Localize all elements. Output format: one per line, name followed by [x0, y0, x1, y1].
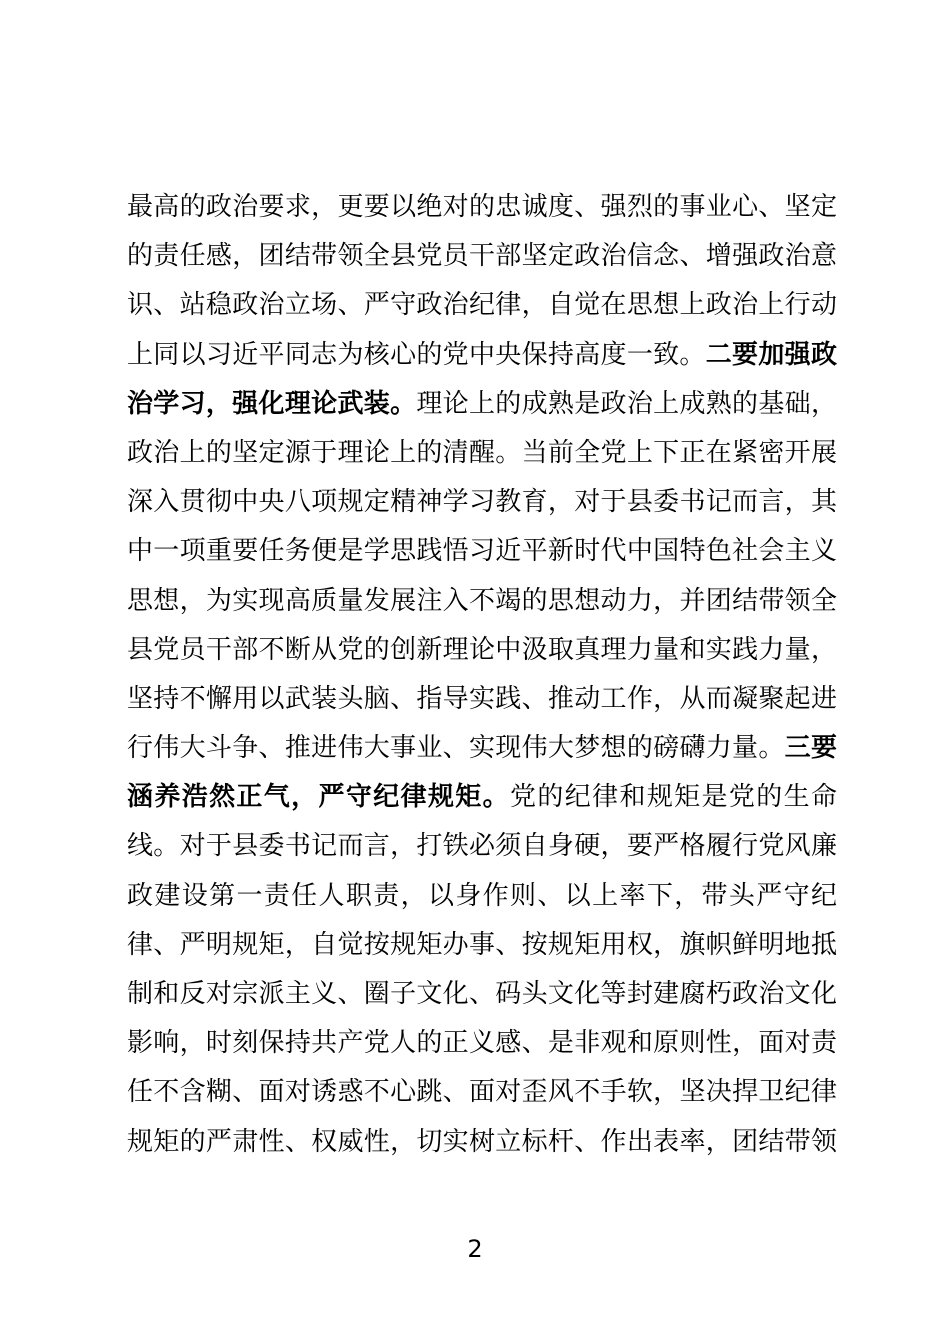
bold-heading-segment: 涵养浩然正气，严守纪律规矩。: [127, 782, 511, 813]
text-line: [127, 1068, 837, 1117]
text-segment: 思想，为实现高质量发展注入不竭的思想动力，并团结带领全: [127, 585, 837, 616]
text-segment: 识、站稳政治立场、严守政治纪律，自觉在思想上政治上行动: [127, 290, 837, 321]
text-segment: 党的纪律和规矩是党的生命: [510, 782, 837, 813]
text-line: [127, 1019, 837, 1068]
bold-heading-segment: 三要: [784, 733, 837, 764]
text-segment: 县党员干部不断从党的创新理论中汲取真理力量和实践力量，: [127, 634, 837, 665]
text-segment: 坚持不懈用以武装头脑、指导实践、推动工作，从而凝聚起进: [127, 683, 837, 714]
text-segment: 中一项重要任务便是学思践悟习近平新时代中国特色社会主义: [127, 536, 837, 567]
text-line: [127, 773, 837, 822]
text-line: [127, 872, 837, 921]
text-segment: 规矩的严肃性、权威性，切实树立标杆、作出表率，团结带领: [127, 1126, 837, 1157]
text-line: [127, 626, 837, 675]
text-line: [127, 1118, 837, 1167]
text-line: [127, 281, 837, 330]
text-segment: 影响，时刻保持共产党人的正义感、是非观和原则性，面对责: [127, 1028, 837, 1059]
text-segment: 上同以习近平同志为核心的党中央保持高度一致。: [127, 339, 706, 370]
text-segment: 政治上的坚定源于理论上的清醒。当前全党上下正在紧密开展: [127, 437, 837, 468]
text-segment: 政建设第一责任人职责，以身作则、以上率下，带头严守纪: [127, 880, 837, 911]
text-line: [127, 724, 837, 773]
text-segment: 律、严明规矩，自觉按规矩办事、按规矩用权，旗帜鲜明地抵: [127, 929, 837, 960]
text-line: [127, 232, 837, 281]
text-segment: 的责任感，团结带领全县党员干部坚定政治信念、增强政治意: [127, 241, 837, 272]
text-line: [127, 577, 837, 626]
text-line: [127, 380, 837, 429]
text-segment: 行伟大斗争、推进伟大事业、实现伟大梦想的磅礴力量。: [127, 733, 785, 764]
page-number: 2: [467, 1235, 483, 1263]
text-segment: 深入贯彻中央八项规定精神学习教育，对于县委书记而言，其: [127, 487, 837, 518]
text-line: [127, 478, 837, 527]
bold-heading-segment: 二要加强政: [705, 339, 837, 370]
body-text: [127, 183, 837, 1167]
text-segment: 制和反对宗派主义、圈子文化、码头文化等封建腐朽政治文化: [127, 979, 837, 1009]
text-segment: 最高的政治要求，更要以绝对的忠诚度、强烈的事业心、坚定: [127, 192, 837, 222]
bold-heading-segment: 治学习，强化理论武装。: [127, 388, 417, 419]
text-line: [127, 675, 837, 724]
text-line: [127, 331, 837, 380]
text-line: [127, 822, 837, 871]
text-segment: 线。对于县委书记而言，打铁必须自身硬，要严格履行党风廉: [127, 831, 837, 862]
text-segment: 理论上的成熟是政治上成熟的基础，: [416, 388, 837, 419]
text-line: [127, 921, 837, 970]
text-line: [127, 429, 837, 478]
text-segment: 任不含糊、面对诱惑不心跳、面对歪风不手软，坚决捍卫纪律: [127, 1077, 837, 1108]
text-line: [127, 183, 837, 232]
text-line: [127, 970, 837, 1019]
text-line: [127, 527, 837, 576]
